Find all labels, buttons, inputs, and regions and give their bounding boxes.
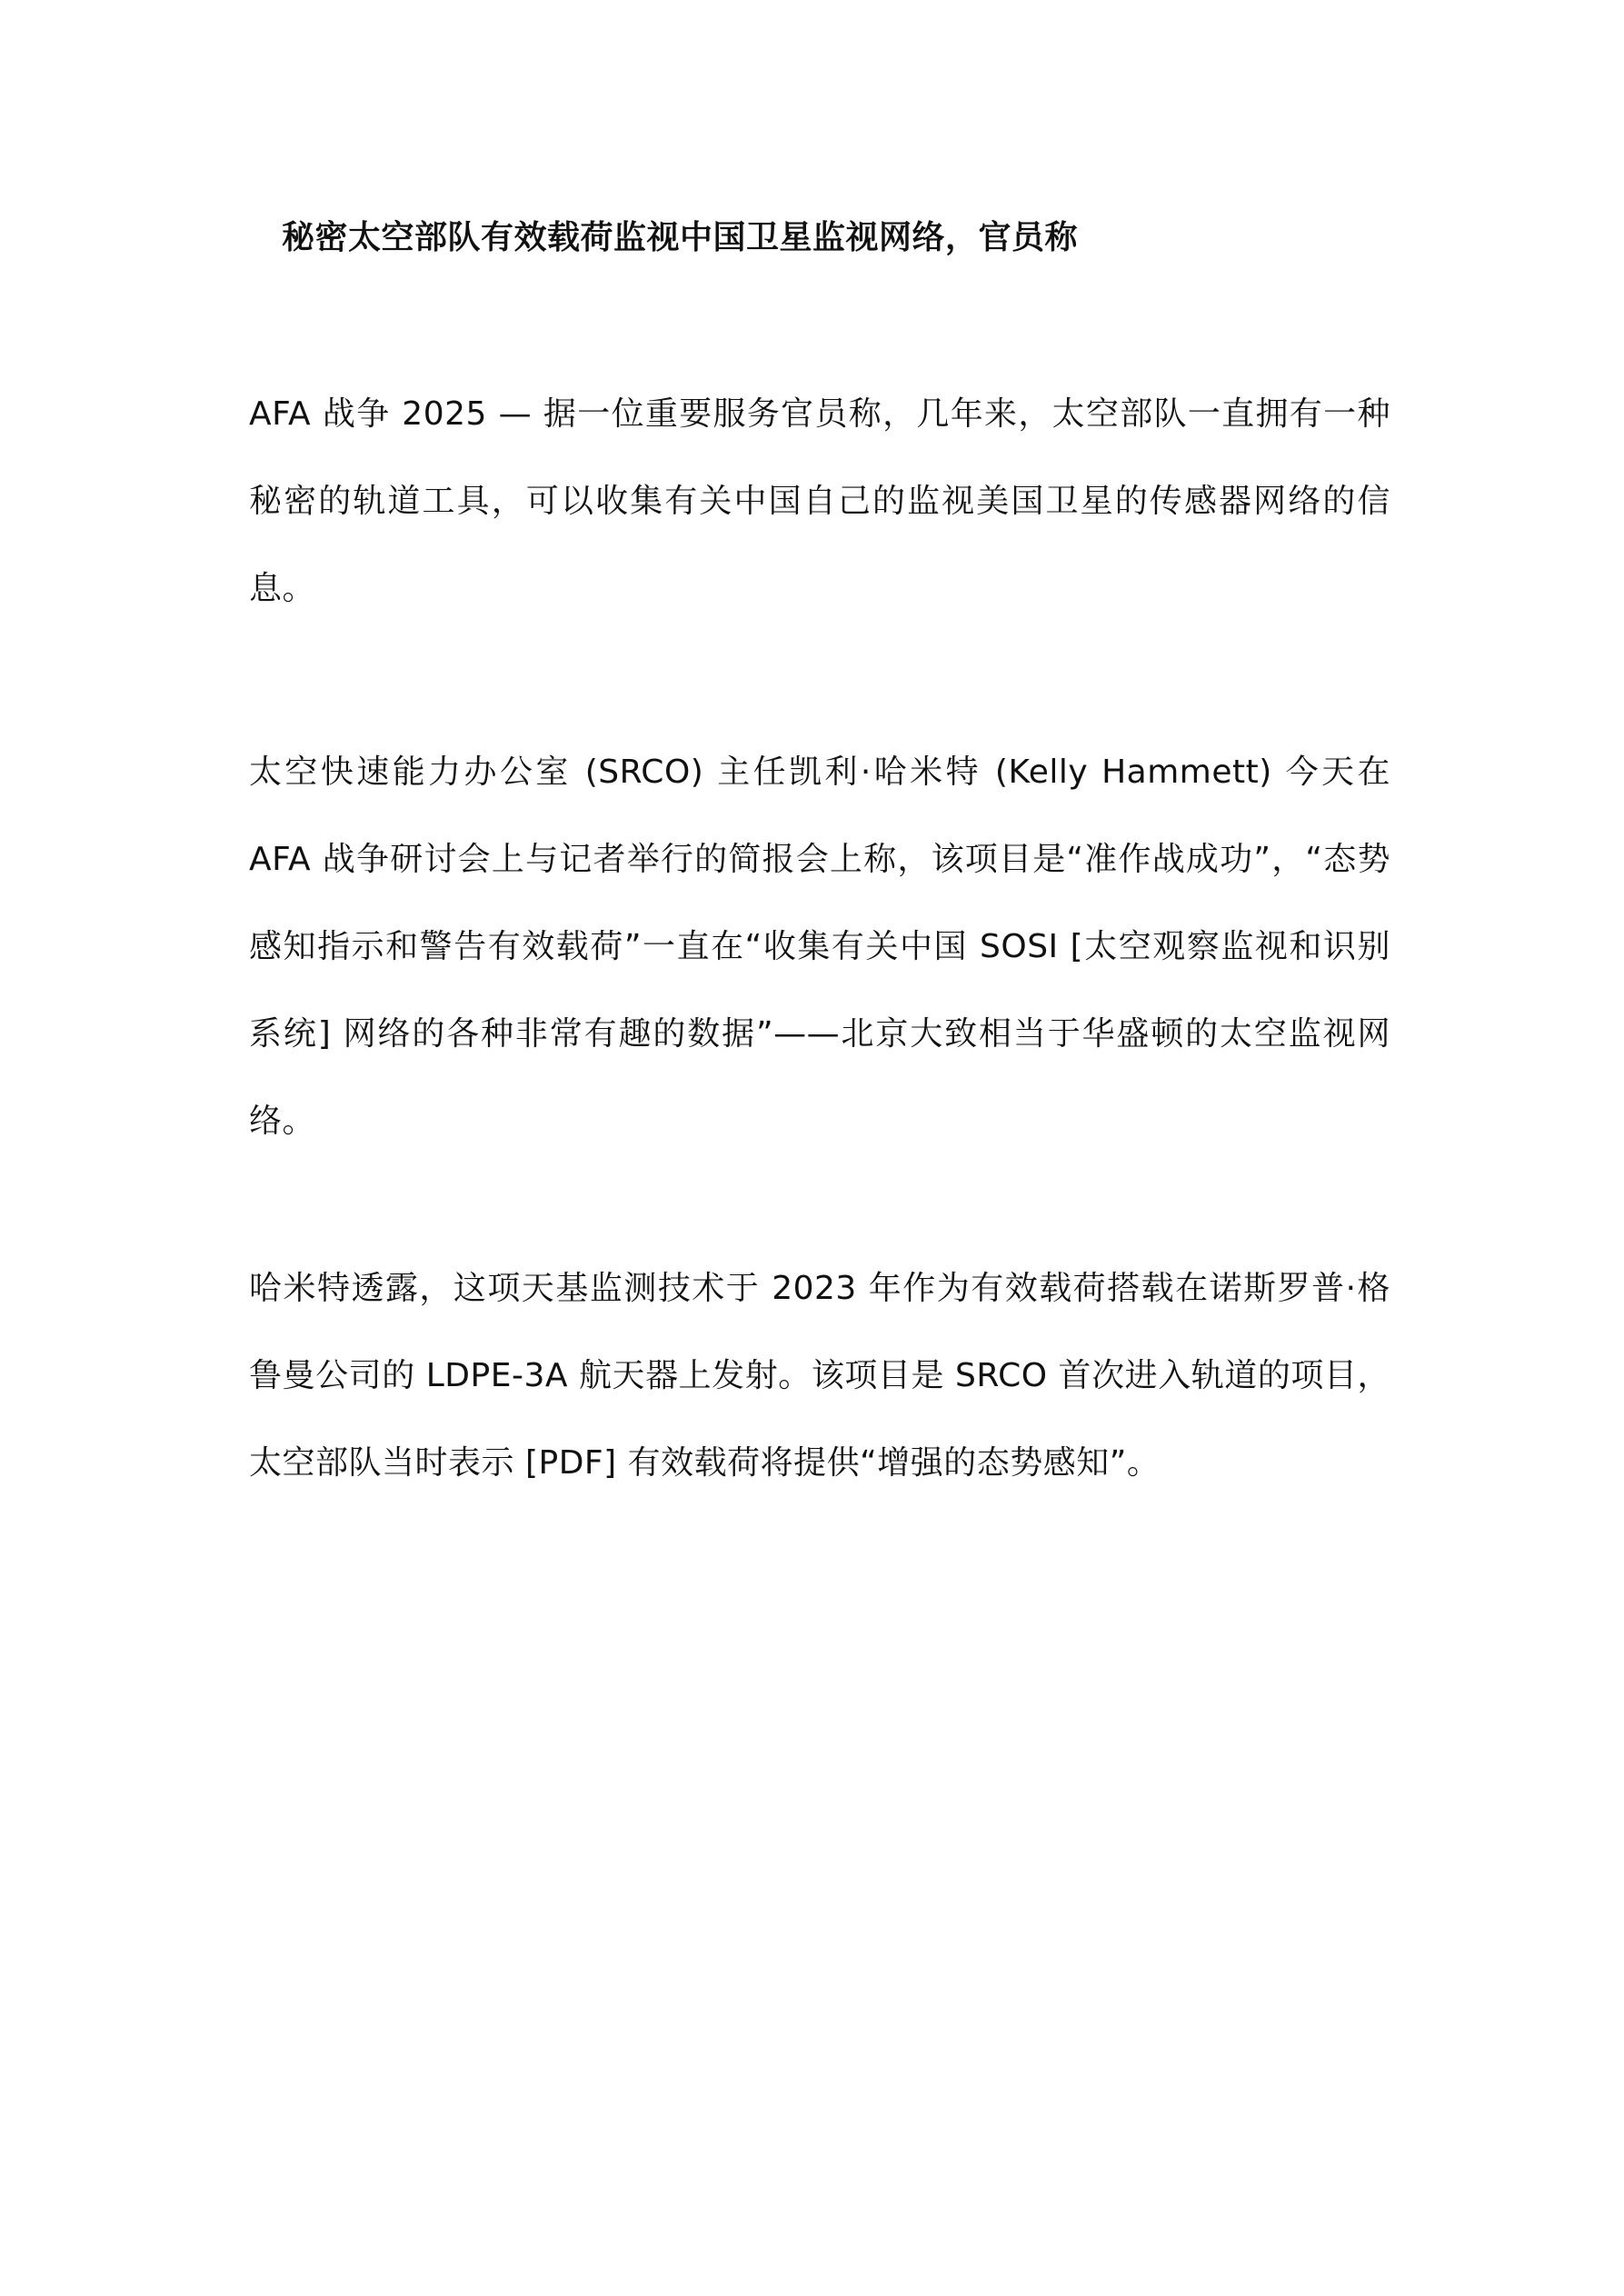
paragraph-2: 太空快速能力办公室 (SRCO) 主任凯利·哈米特 (Kelly Hammett) 今天在 AFA 战争研讨会上与记者举行的简报会上称，该项目是“准作战成功”，“态势感知指示和警告有效载荷”一直在“收集有关中国 SOSI [太空观察监视和识别系统] 网络的各种非常有趣的数据”——北京大致相当于华盛顿的太空监视网络。 [249,754,1390,1140]
paragraph-1: AFA 战争 2025 — 据一位重要服务官员称，几年来，太空部队一直拥有一种秘密的轨道工具，可以收集有关中国自己的监视美国卫星的传感器网络的信息。 [249,395,1390,607]
paragraph-3: 哈米特透露，这项天基监测技术于 2023 年作为有效载荷搭载在诺斯罗普·格鲁曼公司的 LDPE-3A 航天器上发射。该项目是 SRCO 首次进入轨道的项目，太空部队当时表示 [PDF] 有效载荷将提供“增强的态势感知”。 [249,1270,1390,1482]
article-title: 秘密太空部队有效载荷监视中国卫星监视网络，官员称 [282,219,1079,256]
